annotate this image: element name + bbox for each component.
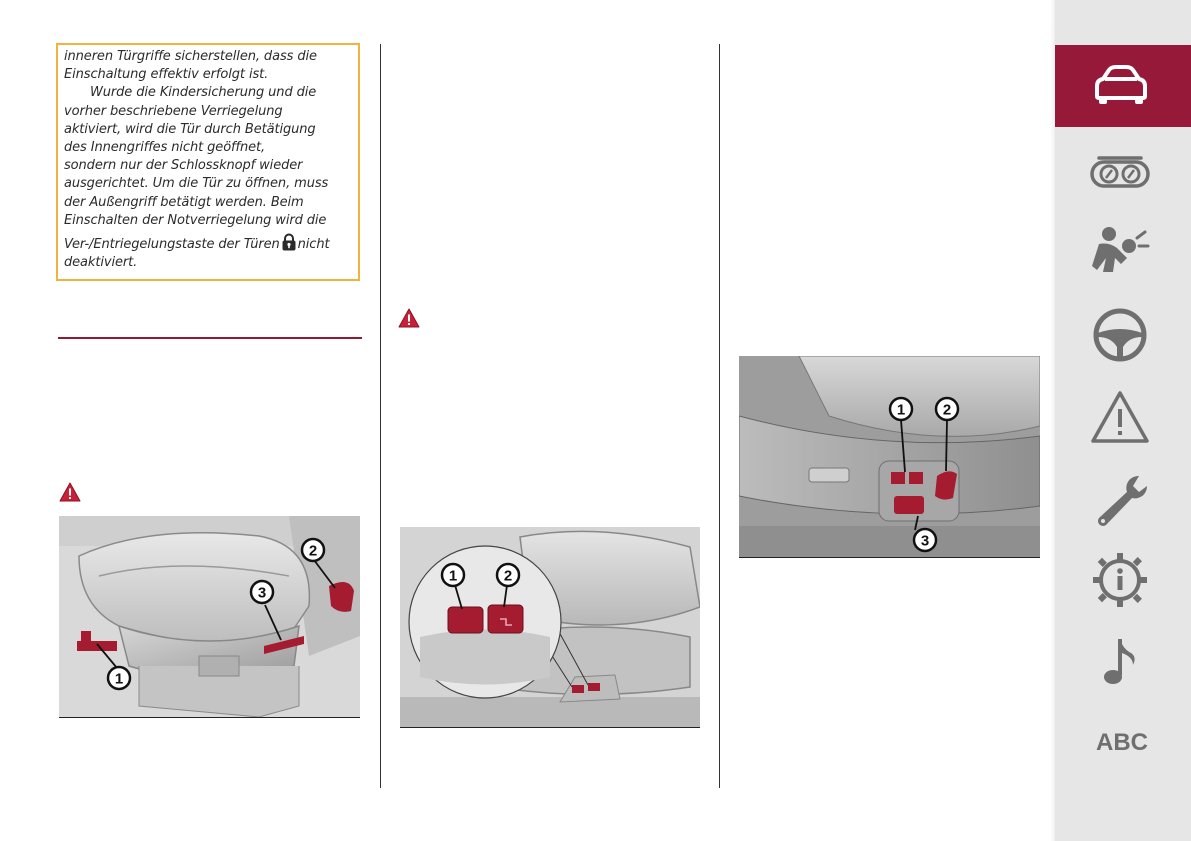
callout-1 — [890, 398, 912, 420]
warning-line — [64, 233, 352, 254]
warning-triangle-icon — [59, 482, 81, 502]
callout-3 — [914, 529, 936, 551]
warning-line: inneren Türgriffe sicherstellen, dass die — [64, 49, 317, 64]
warning-icon[interactable] — [1089, 389, 1151, 445]
callout-label: 2 — [308, 542, 318, 560]
warning-line: der Außengriff betätigt werden. Beim — [64, 194, 304, 210]
warning-line: Wurde die Kindersicherung und die — [90, 85, 317, 101]
callout-label: 3 — [920, 532, 930, 550]
callout-label: 1 — [896, 401, 906, 419]
warning-line: Einschaltung effektiv erfolgt ist. — [64, 67, 269, 83]
seat-illustration — [400, 527, 700, 727]
warning-line-part: Ver-/Entriegelungstaste der Türen — [64, 237, 280, 253]
section-divider — [58, 337, 362, 339]
callout-label: 1 — [114, 670, 124, 688]
warning-line: Einschalten der Notverriegelung wird die — [64, 212, 327, 228]
callout-label: 2 — [503, 567, 513, 585]
seat-illustration — [59, 516, 360, 717]
warning-line-part: nicht — [297, 237, 330, 253]
column-divider-1 — [380, 44, 381, 788]
warning-line: sondern nur der Schlossknopf wieder — [64, 158, 303, 174]
warning-box — [56, 43, 360, 281]
figure-seat-electric-2 — [400, 527, 700, 728]
callout-2 — [936, 398, 958, 420]
callout-2 — [302, 539, 324, 561]
figure-seat-electric-3 — [739, 356, 1040, 558]
technical-info-gear-icon[interactable] — [1089, 552, 1151, 608]
wrench-icon[interactable] — [1089, 472, 1151, 528]
figure-seat-manual — [59, 516, 360, 718]
seat-illustration — [739, 356, 1040, 557]
airbag-safety-icon[interactable] — [1089, 224, 1151, 280]
car-icon[interactable] — [1089, 58, 1151, 114]
warning-line: deaktiviert. — [64, 255, 138, 271]
callout-2 — [497, 564, 519, 586]
warning-text — [64, 48, 352, 272]
dashboard-icon[interactable] — [1089, 144, 1151, 200]
steering-wheel-icon[interactable] — [1089, 307, 1151, 363]
warning-line: ausgerichtet. Um die Tür zu öffnen, muss — [64, 176, 329, 192]
callout-label: 3 — [257, 584, 267, 602]
lock-icon — [281, 233, 297, 251]
column-divider-2 — [719, 44, 720, 788]
callout-1 — [108, 667, 130, 689]
sidebar-item-index[interactable]: ABC — [1096, 729, 1148, 756]
warning-line: des Innengriffes nicht geöffnet, — [64, 140, 266, 156]
warning-line: vorher beschriebene Verriegelung — [64, 103, 283, 119]
warning-line: aktiviert, wird die Tür durch Betätigung — [64, 121, 316, 137]
callout-3 — [251, 581, 273, 603]
callout-label: 1 — [448, 567, 458, 585]
callout-1 — [442, 564, 464, 586]
callout-label: 2 — [942, 401, 952, 419]
warning-triangle-icon — [398, 308, 420, 328]
music-note-icon[interactable] — [1089, 635, 1151, 691]
